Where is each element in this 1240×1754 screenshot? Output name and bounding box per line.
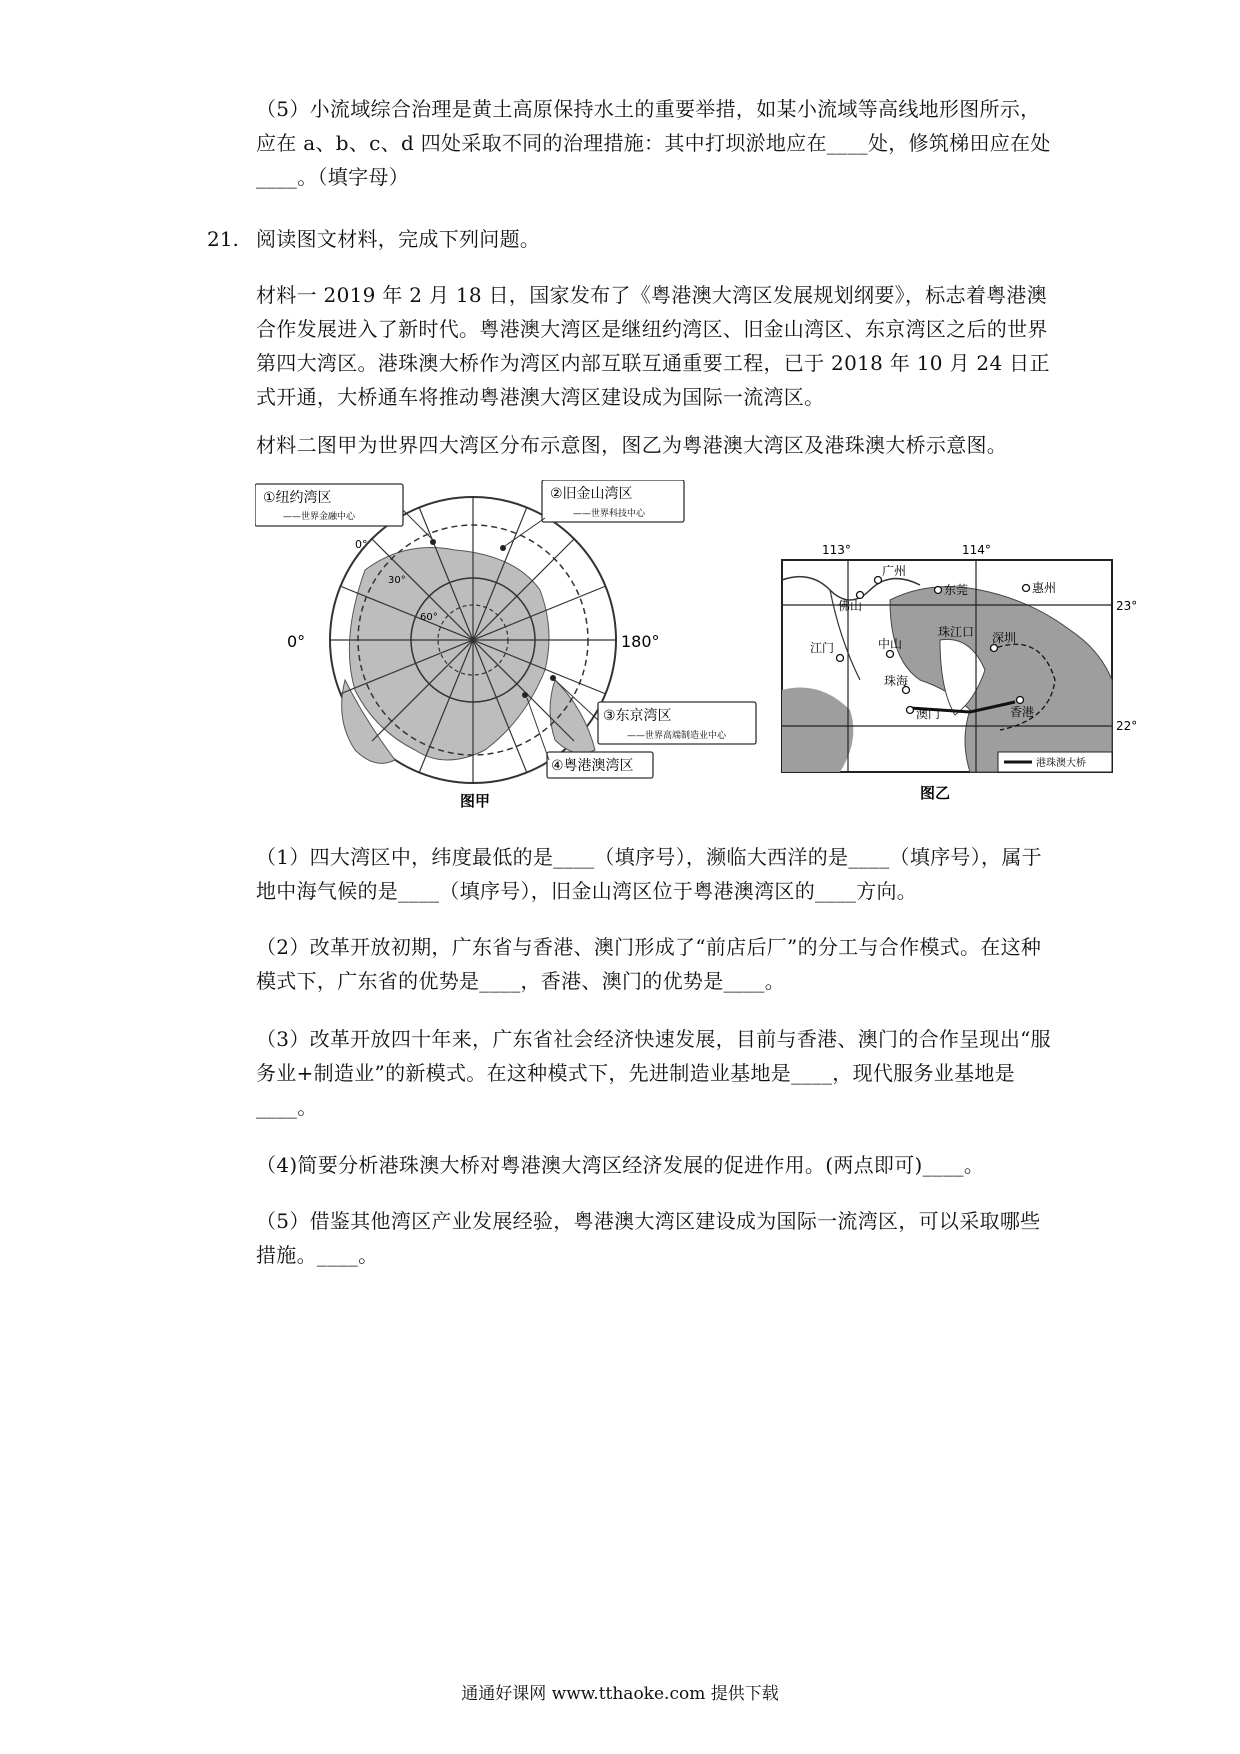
prev-question-5: （5）小流域综合治理是黄土高原保持水土的重要举措，如某小流域等高线地形图所示，应在 a、b、c、d 四处采取不同的治理措施：其中打坝淤地应在____处，修筑梯田应在处____。（填字母）: [256, 97, 1051, 189]
city-dot-macau: [907, 707, 914, 714]
lon-114: 114°: [962, 543, 991, 557]
city-macau: 澳门: [916, 707, 941, 721]
city-zhongshan: 中山: [878, 637, 903, 651]
city-dot-dongguan: [935, 587, 942, 594]
city-dot-huizhou: [1023, 585, 1030, 592]
sub-question-5: （5）借鉴其他湾区产业发展经验，粤港澳大湾区建设成为国际一流湾区，可以采取哪些措施。____。: [256, 1209, 1041, 1267]
lat-22: 22°: [1116, 719, 1138, 733]
question-stem: 阅读图文材料，完成下列问题。: [256, 227, 541, 251]
label-tokyo-sub: ——世界高端制造业中心: [627, 731, 727, 741]
label-sanfrancisco-sub: ——世界科技中心: [573, 509, 646, 519]
city-zhuhai: 珠海: [884, 674, 909, 688]
sub-question-4: （4)简要分析港珠澳大桥对粤港澳大湾区经济发展的促进作用。(两点即可)____。: [256, 1153, 985, 1177]
legend-bridge: 港珠澳大桥: [1036, 758, 1086, 769]
lat-label-30: 30°: [388, 575, 406, 586]
bay-area-marker: [522, 692, 528, 698]
city-foshan: 佛山: [838, 599, 863, 613]
city-dot-zhongshan: [887, 651, 894, 658]
label-newyork-sub: ——世界金融中心: [283, 512, 356, 522]
lat-23: 23°: [1116, 599, 1138, 613]
city-huizhou: 惠州: [1032, 581, 1057, 595]
city-dot-foshan: [857, 592, 864, 599]
figure-yi-map: [770, 540, 1150, 810]
material-2: 材料二图甲为世界四大湾区分布示意图，图乙为粤港澳大湾区及港珠澳大桥示意图。: [256, 433, 1008, 457]
lat-label-60: 60°: [420, 612, 438, 623]
city-hongkong: 香港: [1010, 705, 1035, 719]
city-zhujiangkou: 珠江口: [938, 625, 975, 639]
sub-question-3: （3）改革开放四十年来，广东省社会经济快速发展，目前与香港、澳门的合作呈现出“服务业+制造业”的新模式。在这种模式下，先进制造业基地是____，现代服务业基地是____。: [256, 1027, 1051, 1119]
material-1: 材料一 2019 年 2 月 18 日，国家发布了《粤港澳大湾区发展规划纲要》，标志着粤港澳合作发展进入了新时代。粤港澳大湾区是继纽约湾区、旧金山湾区、东京湾区之后的世界第四大湾区。港珠澳大桥作为湾区内部互联互通重要工程，已于 2018 年 10 月 24 日正式开通，大桥通车将推动粤港澳大湾区建设成为国际一流湾区。: [256, 283, 1050, 409]
city-dongguan: 东莞: [944, 583, 969, 597]
city-jiangmen: 江门: [810, 641, 835, 655]
figure-jia-caption: 图甲: [460, 792, 491, 810]
city-dot-guangzhou: [875, 577, 882, 584]
figure-yi-caption: 图乙: [920, 784, 951, 802]
lon-label-0: 0°: [287, 632, 306, 651]
city-guangzhou: 广州: [882, 564, 907, 578]
label-newyork: ①纽约湾区: [263, 490, 332, 506]
city-dot-hongkong: [1017, 697, 1024, 704]
lon-113: 113°: [822, 543, 851, 557]
lon-label-180: 180°: [621, 632, 660, 651]
sub-question-1: （1）四大湾区中，纬度最低的是____（填序号），濒临大西洋的是____（填序号），属于地中海气候的是____（填序号），旧金山湾区位于粤港澳湾区的____方向。: [256, 845, 1042, 903]
city-dot-jiangmen: [837, 655, 844, 662]
city-dot-shenzhen: [991, 645, 998, 652]
city-shenzhen: 深圳: [992, 631, 1017, 645]
sub-question-2: （2）改革开放初期，广东省与香港、澳门形成了“前店后厂”的分工与合作模式。在这种模式下，广东省的优势是____，香港、澳门的优势是____。: [256, 935, 1042, 993]
label-tokyo: ③东京湾区: [603, 708, 672, 724]
page-footer: 通通好课网 www.tthaoke.com 提供下载: [461, 1684, 779, 1704]
label-gba: ④粤港澳湾区: [551, 758, 634, 774]
question-number: 21.: [207, 227, 239, 251]
figure-jia-map: [255, 480, 765, 810]
label-sanfrancisco: ②旧金山湾区: [550, 486, 633, 502]
lon-label-top: 0°: [355, 538, 368, 551]
